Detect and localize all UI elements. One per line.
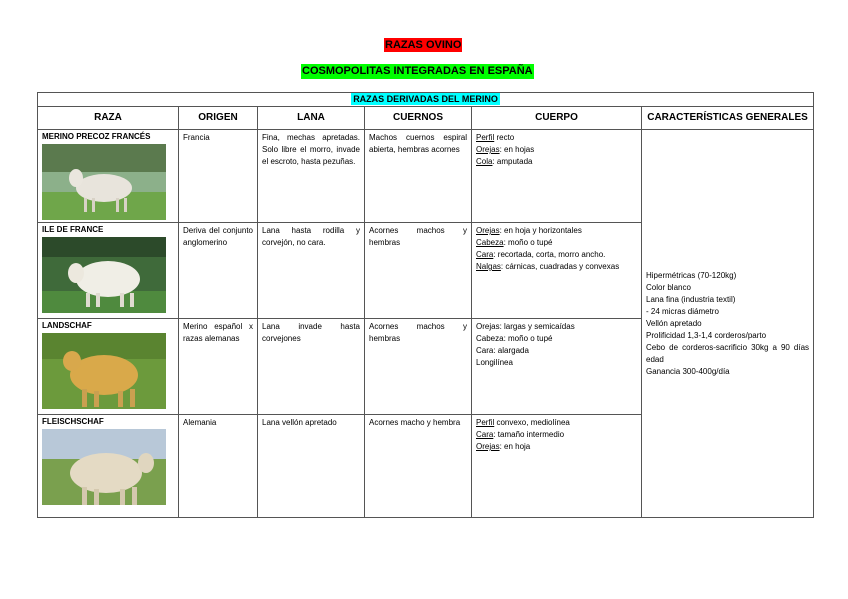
cuerpo-line: Cabeza: moño o tupé bbox=[476, 334, 553, 343]
cuerpo-line: Nalgas: cárnicas, cuadradas y convexas bbox=[476, 262, 620, 271]
header-origen: ORIGEN bbox=[179, 107, 258, 130]
raza-cell bbox=[38, 130, 179, 223]
cuernos-cell: Machos cuernos espiral abierta, hembras acornes bbox=[365, 130, 472, 223]
cuerpo-line: Orejas: en hoja bbox=[476, 442, 531, 451]
header-lana: LANA bbox=[258, 107, 365, 130]
cuerpo-cell bbox=[472, 130, 642, 223]
cuerpo-line: Cola: amputada bbox=[476, 157, 533, 166]
raza-cell bbox=[38, 415, 179, 518]
general-item: Ganancia 300-400g/día bbox=[646, 366, 730, 376]
cuerpo-cell bbox=[472, 415, 642, 518]
section-band-label: RAZAS DERIVADAS DEL MERINO bbox=[353, 94, 498, 104]
cuerpo-line: Cabeza: moño o tupé bbox=[476, 238, 553, 247]
header-cuernos: CUERNOS bbox=[365, 107, 472, 130]
breed-name: FLEISCHSCHAF bbox=[42, 417, 104, 426]
sheep-photo bbox=[42, 144, 166, 220]
header-row bbox=[38, 107, 814, 130]
sheep-photo bbox=[42, 333, 166, 409]
cuerpo-cell bbox=[472, 319, 642, 415]
cuerpo-line: Orejas: en hoja y horizontales bbox=[476, 226, 582, 235]
cuerpo-line: Longilínea bbox=[476, 358, 513, 367]
raza-cell bbox=[38, 223, 179, 319]
cuernos-cell: Acornes machos y hembras bbox=[365, 319, 472, 415]
cuernos-cell: Acornes machos y hembras bbox=[365, 223, 472, 319]
cuerpo-line: Cara: recortada, corta, morro ancho. bbox=[476, 250, 606, 259]
lana-cell: Lana hasta rodilla y corvejón, no cara. bbox=[258, 223, 365, 319]
sheep-photo bbox=[42, 429, 166, 505]
cuerpo-line: Cara: tamaño intermedio bbox=[476, 430, 565, 439]
general-item: Hipermétricas (70-120kg) bbox=[646, 270, 737, 280]
header-caracteristicas: CARACTERÍSTICAS GENERALES bbox=[642, 107, 814, 130]
lana-cell: Lana vellón apretado bbox=[258, 415, 365, 518]
origen-cell: Francia bbox=[179, 130, 258, 223]
cuerpo-cell bbox=[472, 223, 642, 319]
breed-name: MERINO PRECOZ FRANCÉS bbox=[42, 132, 151, 141]
origen-cell: Alemania bbox=[179, 415, 258, 518]
raza-cell bbox=[38, 319, 179, 415]
section-band bbox=[38, 93, 814, 107]
caracteristicas-cell bbox=[642, 130, 814, 518]
cuerpo-line: Cara: alargada bbox=[476, 346, 529, 355]
breed-name: LANDSCHAF bbox=[42, 321, 92, 330]
breeds-table bbox=[37, 92, 814, 518]
cuerpo-line: Orejas: largas y semicaídas bbox=[476, 322, 575, 331]
header-raza: RAZA bbox=[38, 107, 179, 130]
general-item: Color blanco bbox=[646, 282, 691, 292]
general-item: Lana fina (industria textil) bbox=[646, 294, 736, 304]
general-item: Vellón apretado bbox=[646, 318, 702, 328]
cuerpo-line: Orejas: en hojas bbox=[476, 145, 535, 154]
cuerpo-line: Perfil recto bbox=[476, 133, 515, 142]
general-item: Prolificidad 1,3-1,4 corderos/parto bbox=[646, 330, 767, 340]
header-cuerpo: CUERPO bbox=[472, 107, 642, 130]
cuernos-cell: Acornes macho y hembra bbox=[365, 415, 472, 518]
subtitle: COSMOPOLITAS INTEGRADAS EN ESPAÑA bbox=[302, 65, 533, 77]
main-title: RAZAS OVINO bbox=[385, 39, 462, 51]
lana-cell: Lana invade hasta corvejones bbox=[258, 319, 365, 415]
general-item: Cebo de corderos-sacrificio 30kg a 90 días edad bbox=[646, 342, 810, 364]
table-row bbox=[38, 130, 814, 223]
origen-cell: Deriva del conjunto anglomerino bbox=[179, 223, 258, 319]
cuerpo-line: Perfil convexo, mediolínea bbox=[476, 418, 570, 427]
sheep-photo bbox=[42, 237, 166, 313]
breed-name: ILE DE FRANCE bbox=[42, 225, 104, 234]
general-item: - 24 micras diámetro bbox=[646, 306, 719, 316]
lana-cell: Fina, mechas apretadas. Solo libre el morro, invade el escroto, hasta pezuñas. bbox=[258, 130, 365, 223]
origen-cell: Merino español x razas alemanas bbox=[179, 319, 258, 415]
